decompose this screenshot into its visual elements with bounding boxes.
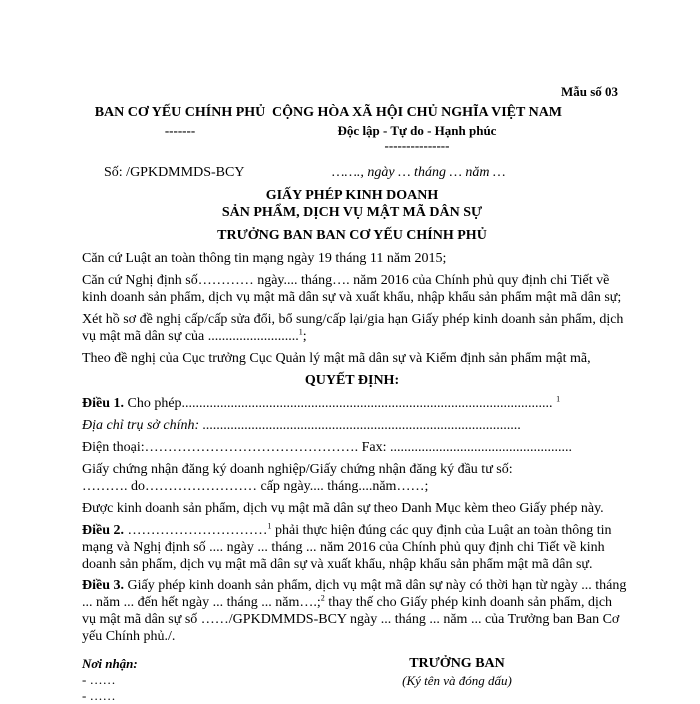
basis-proposal: Theo đề nghị của Cục trưởng Cục Quản lý mật mã dân sự và Kiểm định sản phẩm mật mã, — [82, 351, 591, 366]
footnote-marker: 1 — [267, 521, 272, 531]
basis-dossier-line-1: Xét hồ sơ đề nghị cấp/cấp sửa đổi, bổ sung/cấp lại/gia hạn Giấy phép kinh doanh sản phẩm, dịch — [82, 312, 624, 327]
basis-dossier-line-2: vụ mật mã dân sự của ..........................$^1$; — [82, 327, 307, 344]
basis-decree-line-1: Căn cứ Nghị định số………… ngày.... tháng…. năm 2016 của Chính phủ quy định chi Tiết về — [82, 273, 610, 288]
article-2-line-1: Điều 2. …………………………$^1$ phải thực hiện đúng các quy định của Luật an toàn thông tin — [82, 521, 612, 538]
document-number: Số: /GPKDMMDS-BCY — [104, 165, 245, 180]
recipients-heading: Nơi nhận: — [82, 656, 138, 671]
title-line-1: GIẤY PHÉP KINH DOANH — [265, 188, 439, 203]
title-line-3: TRƯỞNG BAN BAN CƠ YẾU CHÍNH PHỦ — [217, 228, 487, 243]
article-1-certificate-line-2: ………. do…………………… cấp ngày.... tháng....năm……; — [82, 479, 429, 494]
article-1-certificate-line-1: Giấy chứng nhận đăng ký doanh nghiệp/Giấy chứng nhận đăng ký đầu tư số: — [82, 462, 513, 477]
footnote-marker: 1 — [298, 327, 303, 337]
footnote-marker: 2 — [320, 593, 325, 603]
article-1-grant: Điều 1. Cho phép.......................................................................................................... $^1$ — [82, 394, 561, 411]
motto-divider: --------------- — [384, 138, 450, 153]
article-1-scope: Được kinh doanh sản phẩm, dịch vụ mật mã dân sự theo Danh Mục kèm theo Giấy phép này. — [82, 501, 604, 516]
basis-decree-line-2: kinh doanh sản phẩm, dịch vụ mật mã dân sự và xuất khẩu, nhập khẩu sản phẩm mật mã dân sự; — [82, 290, 622, 305]
agency-name: BAN CƠ YẾU CHÍNH PHỦ — [94, 105, 266, 120]
signature-note: (Ký tên và đóng dấu) — [402, 673, 512, 688]
form-number: Mẫu số 03 — [560, 84, 618, 99]
article-3-line-2: ... năm ... đến hết ngày ... tháng ... năm….;$^2$ thay thế cho Giấy phép kinh doanh sản phẩm, dịch — [82, 593, 613, 610]
title-line-2: SẢN PHẨM, DỊCH VỤ MẬT MÃ DÂN SỰ — [221, 205, 483, 220]
country-name: CỘNG HÒA XÃ HỘI CHỦ NGHĨA VIỆT NAM — [272, 105, 563, 120]
basis-law: Căn cứ Luật an toàn thông tin mạng ngày 19 tháng 11 năm 2015; — [82, 251, 447, 266]
article-3-line-1: Điều 3. Giấy phép kinh doanh sản phẩm, dịch vụ mật mã dân sự này có thời hạn từ ngày ... tháng — [82, 578, 627, 593]
article-1-address: Địa chỉ trụ sở chính: ........................................................................................... — [82, 418, 522, 433]
national-motto: Độc lập - Tự do - Hạnh phúc — [337, 123, 497, 138]
recipient-item: - …… — [82, 672, 116, 687]
document-date: ……., ngày … tháng … năm … — [332, 165, 506, 180]
footnote-marker: 1 — [556, 394, 561, 404]
article-3-line-4: yếu Chính phủ./. — [82, 629, 176, 644]
article-2-line-3: doanh sản phẩm, dịch vụ mật mã dân sự và xuất khẩu, nhập khẩu sản phẩm mật mã dân sự. — [82, 557, 593, 572]
agency-divider: ------- — [164, 123, 196, 138]
recipient-item: - …… — [82, 688, 116, 703]
decision-title: QUYẾT ĐỊNH: — [304, 373, 400, 388]
article-2-line-2: mạng và Nghị định số .... ngày ... tháng ... năm 2016 của Chính phủ quy định chi Tiết về kinh — [82, 540, 605, 555]
article-3-line-3: vụ mật mã dân sự số ……/GPKDMMDS-BCY ngày ... tháng ... năm ... của Trưởng ban Ban Cơ — [82, 612, 620, 627]
article-1-phone-fax: Điện thoại:………………………………………. Fax: .................................................... — [82, 440, 572, 455]
signer-title: TRƯỞNG BAN — [409, 656, 505, 671]
